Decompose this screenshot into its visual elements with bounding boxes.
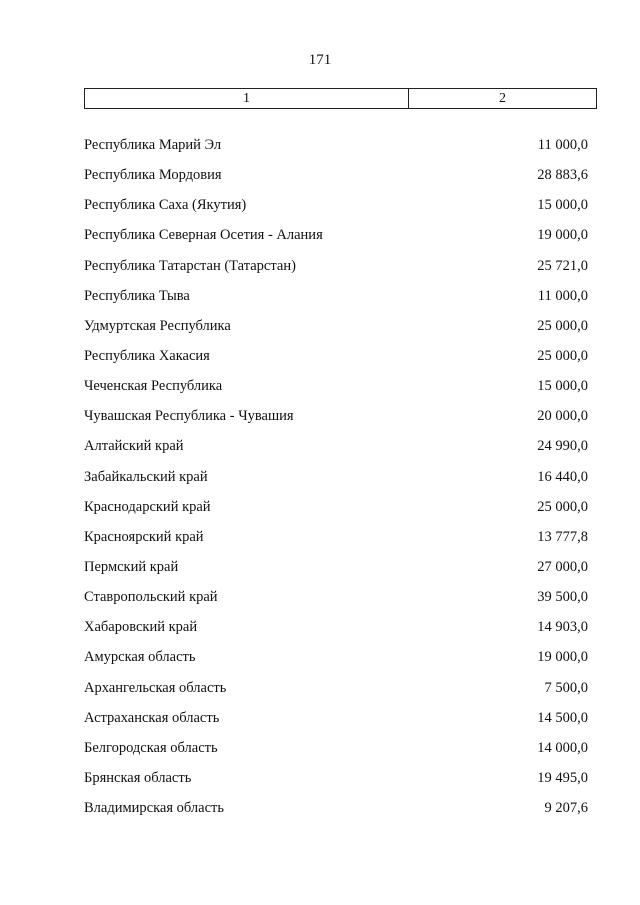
region-name: Красноярский край [84,528,204,545]
region-name: Республика Саха (Якутия) [84,197,247,214]
region-value: 15 000,0 [537,378,588,395]
region-name: Удмуртская Республика [84,317,231,334]
region-value: 15 000,0 [537,197,588,214]
region-value: 14 903,0 [537,619,588,636]
region-name: Амурская область [84,649,196,666]
table-row [0,647,640,667]
table-row [0,678,640,698]
table-row [0,467,640,487]
table-row [0,406,640,426]
region-name: Астраханская область [84,709,220,726]
table-row [0,225,640,245]
region-value: 39 500,0 [537,589,588,606]
region-name: Республика Хакасия [84,347,210,364]
table-row [0,316,640,336]
region-value: 7 500,0 [544,679,588,696]
region-name: Республика Татарстан (Татарстан) [84,257,296,274]
region-value: 25 000,0 [537,498,588,515]
region-value: 27 000,0 [537,558,588,575]
region-name: Республика Марий Эл [84,137,222,153]
region-name: Чеченская Республика [84,378,223,395]
region-value: 19 000,0 [537,649,588,666]
table-row [0,195,640,215]
table-row [0,798,640,818]
table-header [84,88,597,109]
region-name: Чувашская Республика - Чувашия [84,408,294,425]
region-value: 19 000,0 [537,227,588,244]
page-number: 171 [308,52,332,68]
table-row [0,738,640,758]
region-value: 25 000,0 [537,347,588,364]
region-value: 25 000,0 [537,317,588,334]
region-name: Хабаровский край [84,619,198,636]
region-value: 14 000,0 [537,739,588,756]
region-value: 25 721,0 [537,257,588,274]
region-name: Алтайский край [84,438,184,455]
region-name: Ставропольский край [84,589,218,606]
region-value: 19 495,0 [537,769,588,786]
table-row [0,376,640,396]
table-row [0,165,640,185]
table-row [0,346,640,366]
region-name: Владимирская область [84,800,224,817]
table-row [0,436,640,456]
region-name: Республика Северная Осетия - Алания [84,227,323,244]
table-header-col-2: 2 [499,90,506,106]
region-name: Брянская область [84,769,192,786]
region-name: Забайкальский край [84,468,208,485]
table-row [0,708,640,728]
table-row [0,557,640,577]
table-row [0,135,640,155]
table-row [0,286,640,306]
region-name: Белгородская область [84,739,218,756]
table-row [0,527,640,547]
region-value: 14 500,0 [537,709,588,726]
region-name: Республика Мордовия [84,167,222,184]
region-name: Пермский край [84,558,179,575]
table-row [0,497,640,517]
region-value: 13 777,8 [537,528,588,545]
region-value: 24 990,0 [537,438,588,455]
region-value: 11 000,0 [537,137,588,153]
region-name: Краснодарский край [84,498,211,515]
table-row [0,768,640,788]
region-value: 11 000,0 [537,287,588,304]
table-row [0,587,640,607]
table-header-col-1: 1 [85,89,409,108]
region-name: Архангельская область [84,679,227,696]
region-value: 9 207,6 [544,800,588,817]
region-value: 16 440,0 [537,468,588,485]
region-value: 20 000,0 [537,408,588,425]
table-row [0,256,640,276]
region-value: 28 883,6 [537,167,588,184]
table-row [0,617,640,637]
region-name: Республика Тыва [84,287,190,304]
